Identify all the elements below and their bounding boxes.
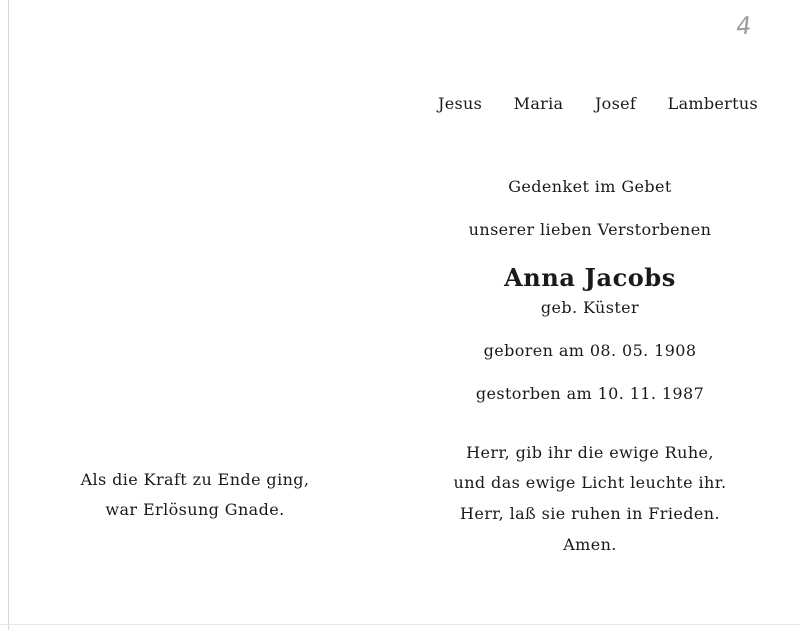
death-date: gestorben am 10. 11. 1987: [475, 384, 705, 403]
verse-line: Als die Kraft zu Ende ging,: [80, 470, 310, 489]
holy-name-maria: Maria: [513, 94, 564, 113]
prayer-amen: Amen.: [563, 535, 617, 554]
beloved-text: unserer lieben Verstorbenen: [468, 220, 712, 239]
deceased-name: Anna Jacobs: [504, 263, 676, 292]
handwritten-page-number: 4: [735, 11, 753, 41]
scan-edge-bottom: [0, 624, 800, 625]
prayer-line: und das ewige Licht leuchte ihr.: [453, 473, 727, 492]
commemorate-text: Gedenket im Gebet: [508, 177, 672, 196]
scan-edge-left: [8, 0, 9, 630]
verse-line: war Erlösung Gnade.: [105, 500, 285, 519]
holy-name-josef: Josef: [594, 94, 637, 113]
prayer-line: Herr, laß sie ruhen in Frieden.: [460, 504, 720, 523]
holy-name-jesus: Jesus: [438, 94, 483, 113]
holy-names-row: [438, 94, 758, 113]
prayer-line: Herr, gib ihr die ewige Ruhe,: [466, 443, 714, 462]
birth-date: geboren am 08. 05. 1908: [483, 341, 697, 360]
holy-name-lambertus: Lambertus: [667, 94, 758, 113]
maiden-name: geb. Küster: [540, 298, 640, 317]
